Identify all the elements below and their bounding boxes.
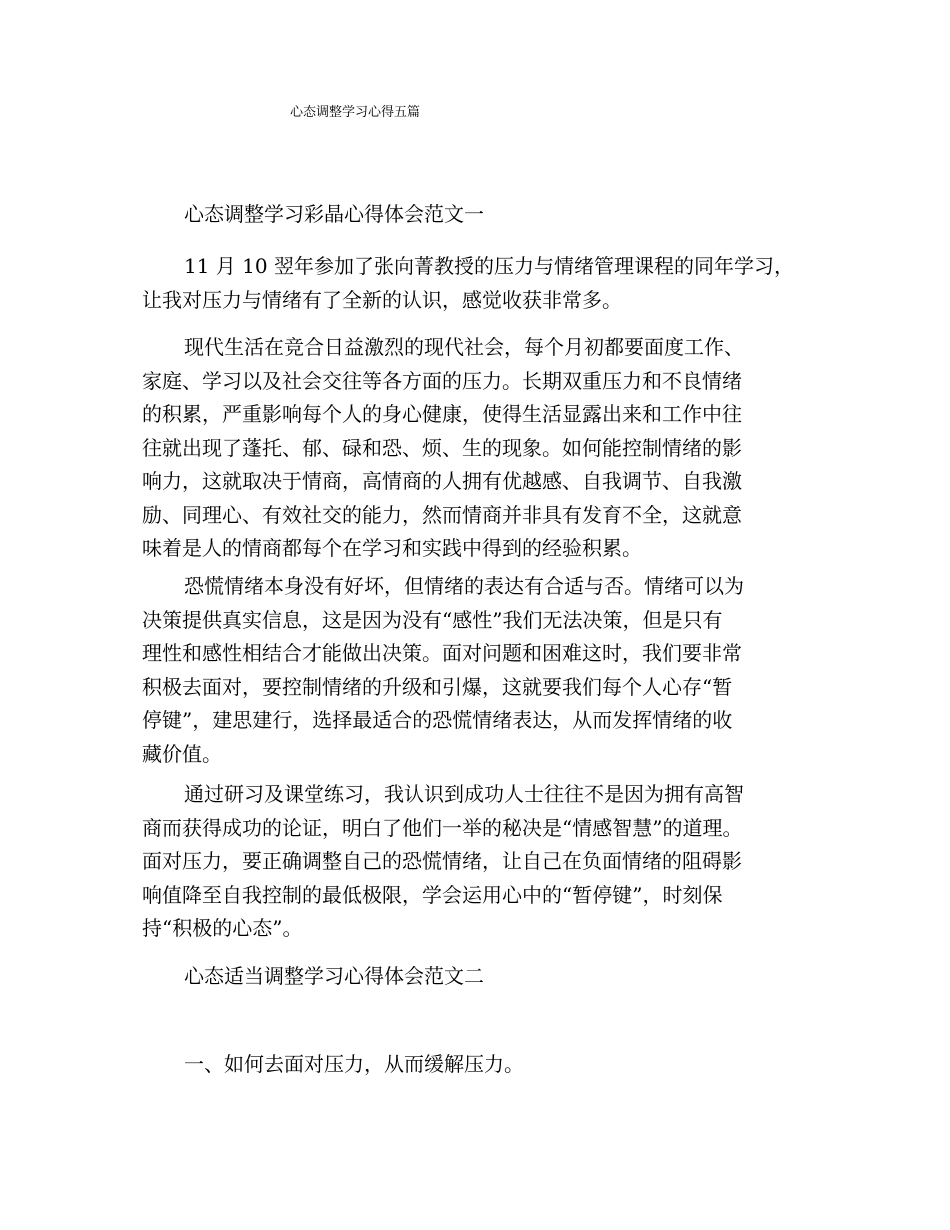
paragraph-line: 11 月 10 翌年参加了张向菁教授的压力与情绪管理课程的同年学习， (184, 254, 794, 278)
paragraph-line: 励、同理心、有效社交的能力，然而情商并非具有发育不全，这就意 (142, 502, 742, 527)
paragraph-line: 藏价值。 (142, 741, 222, 766)
paragraph-line: 家庭、学习以及社会交往等各方面的压力。长期双重压力和不良情绪 (142, 368, 742, 393)
paragraph-line: 停键”，建思建行，选择最适合的恐慌情绪表达，从而发挥情绪的收 (142, 708, 733, 732)
paragraph-line: 往就出现了蓬托、郁、碌和恐、烦、生的现象。如何能控制情绪的影 (142, 435, 742, 460)
heading-line: 心态调整学习彩晶心得体会范文一 (184, 202, 484, 226)
heading-line: 一、如何去面对压力，从而缓解压力。 (184, 1052, 524, 1076)
paragraph-line: 面对压力，要正确调整自己的恐慌情绪，让自己在负面情绪的阻碍影 (142, 849, 742, 873)
paragraph-line: 让我对压力与情绪有了全新的认识，感觉收获非常多。 (142, 287, 622, 312)
heading-line: 心态适当调整学习心得体会范文二 (184, 964, 484, 988)
paragraph-line: 味着是人的情商都每个在学习和实践中得到的经验积累。 (142, 536, 642, 560)
paragraph-line: 理性和感性相结合才能做出决策。面对问题和困难这时，我们要非常 (142, 641, 742, 665)
paragraph-line: 响力，这就取决于情商，高情商的人拥有优越感、自我调节、自我激 (142, 469, 742, 493)
section-heading-2 (142, 960, 822, 994)
paragraph-4 (142, 778, 822, 946)
paragraph-line: 恐慌情绪本身没有好坏，但情绪的表达有合适与否。情绪可以为 (184, 574, 744, 598)
paragraph-3 (142, 570, 822, 771)
paragraph-line: 通过研习及课堂练习，我认识到成功人士往往不是因为拥有高智 (184, 782, 744, 806)
paragraph-line: 商而获得成功的论证，明白了他们一举的秘决是“情感智慧”的道理。 (142, 815, 743, 840)
section-heading-1 (142, 198, 822, 232)
paragraph-1 (142, 250, 822, 317)
paragraph-line: 决策提供真实信息，这是因为没有“感性”我们无法决策，但是只有 (142, 607, 723, 632)
document-header-title: 心态调整学习心得五篇 (290, 105, 421, 120)
section-heading-3 (142, 1048, 822, 1082)
paragraph-line: 的积累，严重影响每个人的身心健康，使得生活显露出来和工作中往 (142, 402, 742, 426)
paragraph-line: 现代生活在竞合日益激烈的现代社会，每个月初都要面度工作、 (184, 335, 744, 359)
paragraph-line: 持“积极的心态”。 (142, 916, 303, 940)
paragraph-line: 积极去面对，要控制情绪的升级和引爆，这就要我们每个人心存“暂 (142, 674, 733, 699)
paragraph-2 (142, 331, 822, 566)
paragraph-line: 响值降至自我控制的最低极限，学会运用心中的“暂停键”，时刻保 (142, 882, 723, 907)
